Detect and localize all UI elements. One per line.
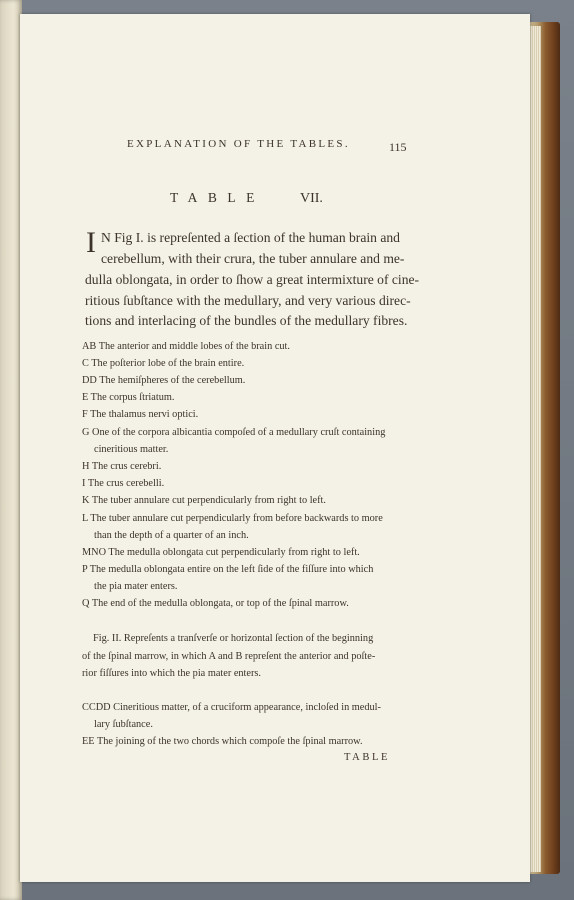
legend-entry: C The poſterior lobe of the brain entire.: [82, 358, 245, 369]
legend-entry: MNO The medulla oblongata cut perpendicularly from right to left.: [82, 547, 360, 558]
legend-entry: DD The hemiſpheres of the cerebellum.: [82, 375, 246, 386]
fig2-paragraph-line: rior fiſſures into which the pia mater enters.: [82, 668, 261, 679]
legend-entry: G One of the corpora albicantia compoſed of a medullary cruſt containing: [82, 427, 386, 438]
legend-entry: F The thalamus nervi optici.: [82, 409, 199, 420]
legend-entry: K The tuber annulare cut perpendicularly from right to left.: [82, 495, 326, 506]
catchword: TABLE: [344, 752, 390, 763]
legend-entry: CCDD Cineritious matter, of a cruciform appearance, incloſed in medul-: [82, 702, 381, 713]
running-head: EXPLANATION OF THE TABLES.: [127, 138, 350, 150]
legend-entry: E The corpus ſtriatum.: [82, 392, 175, 403]
legend-entry-continuation: cineritious matter.: [94, 444, 169, 455]
drop-cap: I: [86, 226, 96, 259]
fig2-paragraph-line: of the ſpinal marrow, in which A and B repreſent the anterior and poſte-: [82, 651, 376, 662]
table-heading-numeral: VII.: [300, 191, 323, 206]
intro-line: tions and interlacing of the bundles of the medullary fibres.: [85, 313, 408, 328]
table-heading-label: TABLE: [170, 190, 265, 205]
legend-entry: H The crus cerebri.: [82, 461, 162, 472]
intro-line: cerebellum, with their crura, the tuber annulare and me-: [101, 251, 405, 266]
legend-entry: Q The end of the medulla oblongata, or top of the ſpinal marrow.: [82, 598, 349, 609]
legend-entry-continuation: the pia mater enters.: [94, 581, 178, 592]
intro-line: ritious ſubſtance with the medullary, and very various direc-: [85, 293, 411, 308]
legend-entry: AB The anterior and middle lobes of the brain cut.: [82, 341, 290, 352]
legend-entry: EE The joining of the two chords which compoſe the ſpinal marrow.: [82, 736, 363, 747]
intro-line: dulla oblongata, in order to ſhow a great intermixture of cine-: [85, 272, 420, 287]
fig2-paragraph-line: Fig. II. Repreſents a tranſverſe or horizontal ſection of the beginning: [93, 633, 374, 644]
legend-entry: L The tuber annulare cut perpendicularly from before backwards to more: [82, 513, 383, 524]
page-number: 115: [389, 140, 407, 154]
left-page-edge: [0, 0, 22, 900]
legend-entry-continuation: than the depth of a quarter of an inch.: [94, 530, 249, 541]
legend-entry: P The medulla oblongata entire on the left ſide of the fiſſure into which: [82, 564, 374, 575]
intro-line: N Fig I. is repreſented a ſection of the human brain and: [101, 230, 400, 245]
legend-entry-continuation: lary ſubſtance.: [94, 719, 153, 730]
legend-entry: I The crus cerebelli.: [82, 478, 165, 489]
